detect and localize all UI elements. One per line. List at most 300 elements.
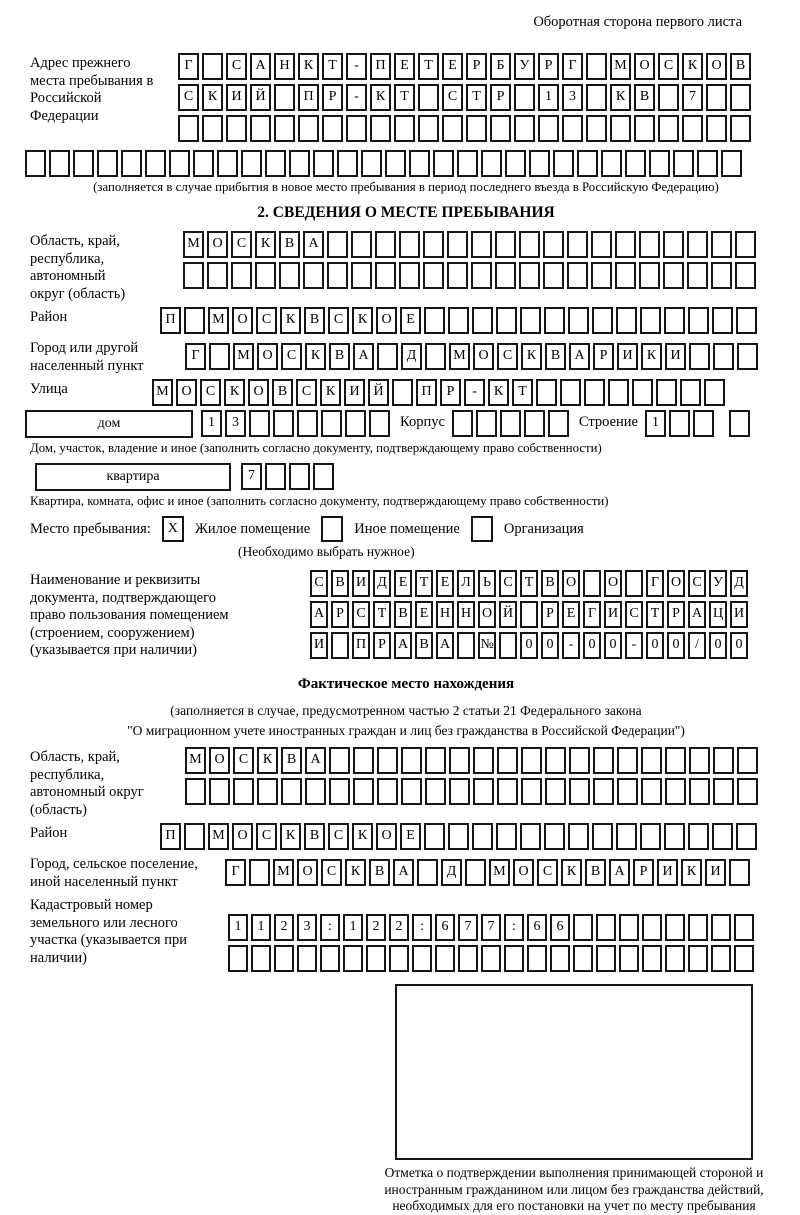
char-cell[interactable]: 2 (274, 914, 294, 941)
char-cell[interactable]: О (473, 343, 494, 370)
char-cell[interactable] (711, 914, 731, 941)
char-cell[interactable] (529, 150, 550, 177)
char-cell[interactable]: Ц (709, 601, 727, 628)
char-cell[interactable] (736, 307, 757, 334)
char-cell[interactable]: К (255, 231, 276, 258)
char-cell[interactable] (536, 379, 557, 406)
char-cell[interactable] (596, 914, 616, 941)
char-cell[interactable] (649, 150, 670, 177)
char-cell[interactable] (548, 410, 569, 437)
char-cell[interactable] (521, 778, 542, 805)
char-cell[interactable]: 7 (682, 84, 703, 111)
char-cell[interactable] (514, 84, 535, 111)
char-cell[interactable] (448, 307, 469, 334)
char-cell[interactable] (729, 859, 750, 886)
char-cell[interactable] (337, 150, 358, 177)
char-cell[interactable] (665, 747, 686, 774)
char-cell[interactable]: 3 (225, 410, 246, 437)
char-cell[interactable]: - (562, 632, 580, 659)
char-cell[interactable] (658, 115, 679, 142)
char-cell[interactable] (209, 343, 230, 370)
char-cell[interactable] (366, 945, 386, 972)
char-cell[interactable]: / (688, 632, 706, 659)
char-cell[interactable]: 0 (583, 632, 601, 659)
char-cell[interactable] (417, 859, 438, 886)
char-cell[interactable] (519, 262, 540, 289)
char-cell[interactable]: Т (466, 84, 487, 111)
char-cell[interactable] (265, 150, 286, 177)
char-cell[interactable]: С (256, 307, 277, 334)
char-cell[interactable] (289, 463, 310, 490)
char-cell[interactable]: К (681, 859, 702, 886)
char-cell[interactable] (217, 150, 238, 177)
char-cell[interactable]: О (207, 231, 228, 258)
char-cell[interactable] (673, 150, 694, 177)
char-cell[interactable]: М (208, 823, 229, 850)
char-cell[interactable] (343, 945, 363, 972)
char-cell[interactable] (680, 379, 701, 406)
char-cell[interactable]: О (209, 747, 230, 774)
char-cell[interactable] (735, 231, 756, 258)
char-cell[interactable]: 6 (435, 914, 455, 941)
char-cell[interactable]: В (394, 601, 412, 628)
char-cell[interactable] (665, 945, 685, 972)
char-cell[interactable] (377, 343, 398, 370)
char-cell[interactable]: Г (225, 859, 246, 886)
char-cell[interactable]: В (634, 84, 655, 111)
char-cell[interactable]: Н (274, 53, 295, 80)
char-cell[interactable]: Т (415, 570, 433, 597)
char-cell[interactable]: Т (520, 570, 538, 597)
char-cell[interactable] (369, 410, 390, 437)
char-cell[interactable]: О (176, 379, 197, 406)
char-cell[interactable] (423, 231, 444, 258)
char-cell[interactable] (481, 150, 502, 177)
char-cell[interactable] (313, 463, 334, 490)
char-cell[interactable] (424, 823, 445, 850)
char-cell[interactable] (353, 747, 374, 774)
char-cell[interactable] (500, 410, 521, 437)
char-cell[interactable]: М (610, 53, 631, 80)
char-cell[interactable] (361, 150, 382, 177)
char-cell[interactable] (601, 150, 622, 177)
char-cell[interactable]: Р (667, 601, 685, 628)
char-cell[interactable]: С (537, 859, 558, 886)
char-cell[interactable] (688, 945, 708, 972)
char-cell[interactable] (640, 307, 661, 334)
char-cell[interactable] (297, 410, 318, 437)
char-cell[interactable] (495, 231, 516, 258)
char-cell[interactable]: П (416, 379, 437, 406)
char-cell[interactable]: 1 (538, 84, 559, 111)
char-cell[interactable]: К (488, 379, 509, 406)
char-cell[interactable]: 1 (343, 914, 363, 941)
char-cell[interactable] (424, 307, 445, 334)
char-cell[interactable]: Г (646, 570, 664, 597)
char-cell[interactable]: Ь (478, 570, 496, 597)
char-cell[interactable] (329, 747, 350, 774)
char-cell[interactable] (274, 945, 294, 972)
char-cell[interactable] (418, 115, 439, 142)
char-cell[interactable] (737, 747, 758, 774)
char-cell[interactable] (433, 150, 454, 177)
char-cell[interactable] (619, 914, 639, 941)
char-cell[interactable]: 7 (241, 463, 262, 490)
char-cell[interactable] (257, 778, 278, 805)
char-cell[interactable]: 7 (458, 914, 478, 941)
char-cell[interactable]: И (352, 570, 370, 597)
char-cell[interactable]: С (442, 84, 463, 111)
char-cell[interactable]: М (152, 379, 173, 406)
char-cell[interactable]: Б (490, 53, 511, 80)
char-cell[interactable] (281, 778, 302, 805)
char-cell[interactable] (209, 778, 230, 805)
char-cell[interactable]: М (185, 747, 206, 774)
char-cell[interactable]: - (625, 632, 643, 659)
char-cell[interactable] (663, 262, 684, 289)
char-cell[interactable]: Т (394, 84, 415, 111)
char-cell[interactable] (641, 778, 662, 805)
char-cell[interactable] (251, 945, 271, 972)
char-cell[interactable] (274, 115, 295, 142)
char-cell[interactable]: С (281, 343, 302, 370)
char-cell[interactable] (207, 262, 228, 289)
char-cell[interactable]: П (160, 307, 181, 334)
char-cell[interactable]: К (370, 84, 391, 111)
char-cell[interactable]: Г (178, 53, 199, 80)
char-cell[interactable]: С (296, 379, 317, 406)
char-cell[interactable]: В (272, 379, 293, 406)
char-cell[interactable] (615, 262, 636, 289)
char-cell[interactable]: А (569, 343, 590, 370)
char-cell[interactable]: С (178, 84, 199, 111)
char-cell[interactable] (185, 778, 206, 805)
char-cell[interactable] (527, 945, 547, 972)
char-cell[interactable] (734, 945, 754, 972)
char-cell[interactable]: В (545, 343, 566, 370)
char-cell[interactable]: О (667, 570, 685, 597)
char-cell[interactable] (297, 945, 317, 972)
char-cell[interactable] (265, 463, 286, 490)
char-cell[interactable]: Е (442, 53, 463, 80)
char-cell[interactable] (202, 115, 223, 142)
char-cell[interactable] (327, 231, 348, 258)
char-cell[interactable]: - (346, 53, 367, 80)
char-cell[interactable] (712, 823, 733, 850)
char-cell[interactable]: У (709, 570, 727, 597)
char-cell[interactable]: И (657, 859, 678, 886)
char-cell[interactable] (688, 823, 709, 850)
char-cell[interactable]: Т (418, 53, 439, 80)
char-cell[interactable] (573, 945, 593, 972)
char-cell[interactable] (184, 307, 205, 334)
char-cell[interactable]: С (497, 343, 518, 370)
char-cell[interactable] (473, 747, 494, 774)
char-cell[interactable]: М (233, 343, 254, 370)
char-cell[interactable] (447, 262, 468, 289)
char-cell[interactable]: Е (400, 307, 421, 334)
char-cell[interactable]: К (610, 84, 631, 111)
char-cell[interactable]: П (298, 84, 319, 111)
char-cell[interactable]: И (604, 601, 622, 628)
char-cell[interactable] (721, 150, 742, 177)
char-cell[interactable] (490, 115, 511, 142)
char-cell[interactable] (399, 262, 420, 289)
char-cell[interactable]: 2 (389, 914, 409, 941)
char-cell[interactable] (592, 823, 613, 850)
char-cell[interactable]: В (329, 343, 350, 370)
char-cell[interactable]: А (310, 601, 328, 628)
char-cell[interactable]: С (226, 53, 247, 80)
char-cell[interactable] (471, 231, 492, 258)
char-cell[interactable]: : (320, 914, 340, 941)
char-cell[interactable] (425, 778, 446, 805)
char-cell[interactable] (412, 945, 432, 972)
char-cell[interactable] (544, 823, 565, 850)
char-cell[interactable] (593, 778, 614, 805)
char-cell[interactable]: Е (436, 570, 454, 597)
char-cell[interactable] (184, 823, 205, 850)
char-cell[interactable] (634, 115, 655, 142)
char-cell[interactable]: В (281, 747, 302, 774)
char-cell[interactable]: Е (400, 823, 421, 850)
char-cell[interactable]: С (499, 570, 517, 597)
char-cell[interactable] (712, 307, 733, 334)
char-cell[interactable]: О (604, 570, 622, 597)
char-cell[interactable]: О (376, 823, 397, 850)
char-cell[interactable]: О (562, 570, 580, 597)
char-cell[interactable] (303, 262, 324, 289)
char-cell[interactable] (231, 262, 252, 289)
char-cell[interactable]: В (369, 859, 390, 886)
char-cell[interactable] (496, 307, 517, 334)
char-cell[interactable]: К (257, 747, 278, 774)
char-cell[interactable] (249, 410, 270, 437)
char-cell[interactable]: 3 (562, 84, 583, 111)
char-cell[interactable]: Р (373, 632, 391, 659)
char-cell[interactable] (521, 747, 542, 774)
char-cell[interactable] (664, 307, 685, 334)
char-cell[interactable]: С (658, 53, 679, 80)
char-cell[interactable]: М (449, 343, 470, 370)
char-cell[interactable] (499, 632, 517, 659)
char-cell[interactable] (640, 823, 661, 850)
char-cell[interactable]: П (352, 632, 370, 659)
char-cell[interactable] (616, 823, 637, 850)
char-cell[interactable]: 1 (201, 410, 222, 437)
char-cell[interactable]: В (304, 307, 325, 334)
char-cell[interactable]: С (233, 747, 254, 774)
char-cell[interactable] (736, 823, 757, 850)
char-cell[interactable] (711, 262, 732, 289)
char-cell[interactable]: В (304, 823, 325, 850)
char-cell[interactable]: К (280, 823, 301, 850)
char-cell[interactable] (737, 343, 758, 370)
char-cell[interactable]: 0 (667, 632, 685, 659)
char-cell[interactable] (228, 945, 248, 972)
char-cell[interactable] (550, 945, 570, 972)
char-cell[interactable]: О (248, 379, 269, 406)
char-cell[interactable] (688, 914, 708, 941)
char-cell[interactable]: 0 (541, 632, 559, 659)
char-cell[interactable]: С (328, 823, 349, 850)
char-cell[interactable]: Т (646, 601, 664, 628)
char-cell[interactable] (704, 379, 725, 406)
char-cell[interactable] (593, 747, 614, 774)
char-cell[interactable]: : (504, 914, 524, 941)
char-cell[interactable] (713, 747, 734, 774)
char-cell[interactable] (591, 231, 612, 258)
char-cell[interactable] (583, 570, 601, 597)
char-cell[interactable] (370, 115, 391, 142)
char-cell[interactable]: М (273, 859, 294, 886)
char-cell[interactable] (687, 231, 708, 258)
char-cell[interactable] (327, 262, 348, 289)
char-cell[interactable]: Р (440, 379, 461, 406)
char-cell[interactable]: К (641, 343, 662, 370)
char-cell[interactable] (734, 914, 754, 941)
char-cell[interactable] (711, 231, 732, 258)
char-cell[interactable]: О (232, 823, 253, 850)
char-cell[interactable]: : (412, 914, 432, 941)
char-cell[interactable] (425, 343, 446, 370)
char-cell[interactable]: К (305, 343, 326, 370)
char-cell[interactable] (520, 823, 541, 850)
char-cell[interactable]: А (353, 343, 374, 370)
char-cell[interactable] (351, 231, 372, 258)
char-cell[interactable]: С (256, 823, 277, 850)
char-cell[interactable] (545, 778, 566, 805)
char-cell[interactable] (425, 747, 446, 774)
char-cell[interactable] (178, 115, 199, 142)
char-cell[interactable]: К (202, 84, 223, 111)
char-cell[interactable] (625, 570, 643, 597)
char-cell[interactable]: О (257, 343, 278, 370)
char-cell[interactable] (560, 379, 581, 406)
char-cell[interactable]: С (321, 859, 342, 886)
char-cell[interactable]: 0 (709, 632, 727, 659)
char-cell[interactable] (392, 379, 413, 406)
char-cell[interactable] (625, 150, 646, 177)
char-cell[interactable] (331, 632, 349, 659)
char-cell[interactable] (608, 379, 629, 406)
char-cell[interactable] (273, 410, 294, 437)
char-cell[interactable] (639, 231, 660, 258)
char-cell[interactable] (577, 150, 598, 177)
char-cell[interactable] (298, 115, 319, 142)
char-cell[interactable] (274, 84, 295, 111)
char-cell[interactable] (73, 150, 94, 177)
char-cell[interactable]: И (730, 601, 748, 628)
char-cell[interactable]: О (634, 53, 655, 80)
char-cell[interactable] (639, 262, 660, 289)
char-cell[interactable]: В (415, 632, 433, 659)
char-cell[interactable] (345, 410, 366, 437)
char-cell[interactable] (592, 307, 613, 334)
char-cell[interactable] (226, 115, 247, 142)
char-cell[interactable] (375, 231, 396, 258)
char-cell[interactable] (641, 747, 662, 774)
char-cell[interactable]: № (478, 632, 496, 659)
char-cell[interactable] (642, 945, 662, 972)
char-cell[interactable]: А (609, 859, 630, 886)
char-cell[interactable] (688, 307, 709, 334)
char-cell[interactable]: Р (538, 53, 559, 80)
char-cell[interactable] (713, 343, 734, 370)
char-cell[interactable]: Н (457, 601, 475, 628)
char-cell[interactable] (737, 778, 758, 805)
char-cell[interactable] (617, 778, 638, 805)
char-cell[interactable] (730, 84, 751, 111)
char-cell[interactable] (687, 262, 708, 289)
char-cell[interactable]: О (706, 53, 727, 80)
char-cell[interactable]: С (310, 570, 328, 597)
char-cell[interactable] (449, 778, 470, 805)
char-cell[interactable] (321, 410, 342, 437)
char-cell[interactable] (472, 823, 493, 850)
char-cell[interactable] (735, 262, 756, 289)
char-cell[interactable]: С (352, 601, 370, 628)
checkbox-other-premises[interactable] (321, 516, 343, 542)
char-cell[interactable] (305, 778, 326, 805)
char-cell[interactable] (545, 747, 566, 774)
char-cell[interactable] (351, 262, 372, 289)
char-cell[interactable] (377, 747, 398, 774)
char-cell[interactable] (394, 115, 415, 142)
char-cell[interactable] (543, 262, 564, 289)
char-cell[interactable]: И (617, 343, 638, 370)
char-cell[interactable] (389, 945, 409, 972)
char-cell[interactable] (658, 84, 679, 111)
char-cell[interactable]: А (436, 632, 454, 659)
char-cell[interactable]: К (298, 53, 319, 80)
char-cell[interactable] (689, 778, 710, 805)
char-cell[interactable]: М (489, 859, 510, 886)
char-cell[interactable] (241, 150, 262, 177)
char-cell[interactable]: 0 (520, 632, 538, 659)
char-cell[interactable]: Р (466, 53, 487, 80)
char-cell[interactable] (568, 823, 589, 850)
char-cell[interactable]: К (682, 53, 703, 80)
char-cell[interactable]: П (160, 823, 181, 850)
checkbox-organization[interactable] (471, 516, 493, 542)
char-cell[interactable] (409, 150, 430, 177)
char-cell[interactable] (693, 410, 714, 437)
char-cell[interactable] (473, 778, 494, 805)
char-cell[interactable] (568, 307, 589, 334)
char-cell[interactable]: 6 (550, 914, 570, 941)
char-cell[interactable]: 1 (228, 914, 248, 941)
char-cell[interactable] (669, 410, 690, 437)
char-cell[interactable] (457, 632, 475, 659)
char-cell[interactable] (591, 262, 612, 289)
char-cell[interactable]: Г (562, 53, 583, 80)
char-cell[interactable] (401, 747, 422, 774)
char-cell[interactable] (249, 859, 270, 886)
char-cell[interactable]: 7 (481, 914, 501, 941)
char-cell[interactable]: П (370, 53, 391, 80)
char-cell[interactable] (713, 778, 734, 805)
char-cell[interactable]: Т (512, 379, 533, 406)
char-cell[interactable]: Е (394, 570, 412, 597)
char-cell[interactable]: Р (490, 84, 511, 111)
char-cell[interactable]: М (183, 231, 204, 258)
char-cell[interactable]: О (232, 307, 253, 334)
char-cell[interactable] (145, 150, 166, 177)
char-cell[interactable]: В (541, 570, 559, 597)
char-cell[interactable]: Р (541, 601, 559, 628)
char-cell[interactable] (255, 262, 276, 289)
